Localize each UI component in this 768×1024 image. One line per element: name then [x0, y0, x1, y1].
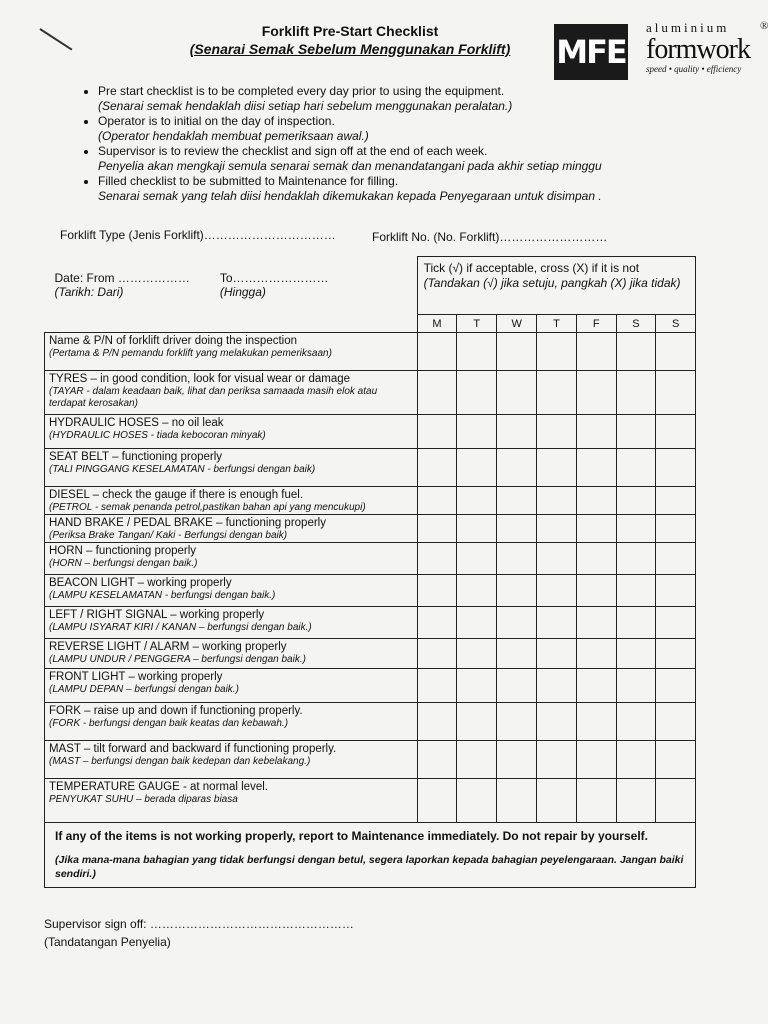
- check-cell[interactable]: [497, 607, 537, 639]
- check-cell[interactable]: [497, 703, 537, 741]
- checklist-item-label: [45, 543, 418, 575]
- check-cell[interactable]: [616, 703, 656, 741]
- check-cell[interactable]: [417, 607, 457, 639]
- instruction-item: [98, 114, 738, 144]
- check-cell[interactable]: [656, 669, 696, 703]
- check-cell[interactable]: [457, 543, 497, 575]
- check-cell[interactable]: [537, 371, 577, 415]
- check-cell[interactable]: [497, 741, 537, 779]
- check-cell[interactable]: [616, 639, 656, 669]
- check-cell[interactable]: [537, 487, 577, 515]
- footer-note-en: If any of the items is not working properly, report to Maintenance immediately. Do not repair by yourself.: [55, 829, 648, 843]
- check-cell[interactable]: [616, 415, 656, 449]
- checklist-item-label: [45, 333, 418, 371]
- check-cell[interactable]: [616, 741, 656, 779]
- date-to-label-ms: (Hingga): [219, 284, 266, 299]
- check-cell[interactable]: [576, 333, 616, 371]
- item-ms: (FORK - berfungsi dengan baik keatas dan kebawah.): [49, 718, 289, 729]
- checklist-item-row: [45, 515, 696, 543]
- check-cell[interactable]: [457, 703, 497, 741]
- check-cell[interactable]: [497, 415, 537, 449]
- tick-instruction-en: Tick (√) if acceptable, cross (X) if it is not: [423, 261, 640, 275]
- checklist-item-row: [45, 779, 696, 823]
- checklist-item-row: [45, 449, 696, 487]
- logo-tagline: speed • quality • efficiency: [646, 64, 742, 74]
- check-cell[interactable]: [656, 487, 696, 515]
- date-from-label-ms: (Tarikh: Dari): [54, 284, 124, 299]
- checklist-item-label: [45, 779, 418, 823]
- pen-mark: [39, 28, 72, 50]
- check-cell[interactable]: [457, 449, 497, 487]
- check-cell[interactable]: [497, 449, 537, 487]
- day-header: S: [656, 315, 696, 333]
- checklist-item-row: [45, 371, 696, 415]
- check-cell[interactable]: [576, 371, 616, 415]
- check-cell[interactable]: [417, 487, 457, 515]
- check-cell[interactable]: [537, 607, 577, 639]
- check-cell[interactable]: [576, 703, 616, 741]
- checklist-item-row: [45, 703, 696, 741]
- check-cell[interactable]: [417, 371, 457, 415]
- check-cell[interactable]: [497, 543, 537, 575]
- checklist-item-row: [45, 639, 696, 669]
- check-cell[interactable]: [537, 741, 577, 779]
- check-cell[interactable]: [457, 639, 497, 669]
- item-en: LEFT / RIGHT SIGNAL – working properly: [49, 609, 265, 621]
- check-cell[interactable]: [656, 515, 696, 543]
- check-cell[interactable]: [576, 607, 616, 639]
- check-cell[interactable]: [616, 669, 656, 703]
- check-cell[interactable]: [417, 639, 457, 669]
- checklist-item-label: [45, 575, 418, 607]
- checklist-item-row: [45, 607, 696, 639]
- checklist-item-label: [45, 515, 418, 543]
- supervisor-signoff-ms: (Tandatangan Penyelia): [44, 935, 171, 949]
- item-ms: (HORN – berfungsi dengan baik.): [49, 558, 198, 569]
- check-cell[interactable]: [417, 575, 457, 607]
- check-cell[interactable]: [537, 515, 577, 543]
- check-cell[interactable]: [537, 779, 577, 823]
- check-cell[interactable]: [497, 575, 537, 607]
- checklist-item-label: [45, 449, 418, 487]
- check-cell[interactable]: [417, 703, 457, 741]
- instruction-ms: Senarai semak yang telah diisi hendaklah dikemukakan kepada Penyegaraan untuk disimpan .: [98, 189, 602, 203]
- document-title: [150, 22, 550, 58]
- check-cell[interactable]: [656, 741, 696, 779]
- check-cell[interactable]: [576, 487, 616, 515]
- instruction-ms: (Operator hendaklah membuat pemeriksaan awal.): [98, 129, 369, 143]
- check-cell[interactable]: [417, 669, 457, 703]
- item-ms: (LAMPU DEPAN – berfungsi dengan baik.): [49, 684, 239, 695]
- footer-note-ms: (Jika mana-mana bahagian yang tidak berfungsi dengan betul, segera laporkan kepada bahagian peyelengaraan. Jangan baiki sendiri.): [55, 854, 684, 880]
- footer-note: [45, 823, 696, 888]
- item-en: BEACON LIGHT – working properly: [49, 577, 232, 589]
- checklist-item-row: [45, 575, 696, 607]
- check-cell[interactable]: [457, 487, 497, 515]
- check-cell[interactable]: [497, 669, 537, 703]
- registered-mark: ®: [760, 20, 768, 32]
- company-logo-text: [646, 20, 768, 74]
- logo-line1: aluminium: [646, 20, 730, 35]
- check-cell[interactable]: [616, 371, 656, 415]
- check-cell[interactable]: [616, 607, 656, 639]
- checklist-item-label: [45, 607, 418, 639]
- check-cell[interactable]: [457, 607, 497, 639]
- item-en: DIESEL – check the gauge if there is enough fuel.: [49, 489, 304, 501]
- item-ms: (TALI PINGGANG KESELAMATAN - berfungsi dengan baik): [49, 464, 316, 475]
- day-header: T: [457, 315, 497, 333]
- check-cell[interactable]: [656, 575, 696, 607]
- check-cell[interactable]: [497, 779, 537, 823]
- checklist-item-row: [45, 741, 696, 779]
- day-header: S: [616, 315, 656, 333]
- footer-note-row: [45, 823, 696, 888]
- instruction-en: Pre start checklist is to be completed every day prior to using the equipment.: [98, 84, 505, 98]
- logo-mark-text: MFE: [556, 33, 626, 71]
- item-ms: (Pertama & P/N pemandu forklift yang melakukan pemeriksaan): [49, 348, 332, 359]
- check-cell[interactable]: [537, 575, 577, 607]
- check-cell[interactable]: [417, 333, 457, 371]
- tick-instruction-ms: (Tandakan (√) jika setuju, pangkah (X) jika tidak): [423, 276, 681, 290]
- item-en: TEMPERATURE GAUGE - at normal level.: [49, 781, 268, 793]
- check-cell[interactable]: [417, 779, 457, 823]
- check-cell[interactable]: [497, 639, 537, 669]
- item-en: HORN – functioning properly: [49, 545, 197, 557]
- item-ms: (TAYAR - dalam keadaan baik, lihat dan periksa samaada masih elok atau terdapat kerosakan): [49, 386, 378, 409]
- check-cell[interactable]: [537, 639, 577, 669]
- day-header-row: [45, 315, 696, 333]
- checklist-item-label: [45, 741, 418, 779]
- check-cell[interactable]: [497, 333, 537, 371]
- instruction-item: [98, 84, 738, 114]
- day-header: M: [417, 315, 457, 333]
- check-cell[interactable]: [497, 487, 537, 515]
- logo-line2: formwork: [646, 34, 750, 65]
- check-cell[interactable]: [576, 449, 616, 487]
- forklift-no-field[interactable]: Forklift No. (No. Forklift)………………………: [372, 230, 608, 244]
- date-fields: [45, 257, 418, 315]
- checklist-item-label: [45, 415, 418, 449]
- check-cell[interactable]: [576, 575, 616, 607]
- item-en: SEAT BELT – functioning properly: [49, 451, 223, 463]
- check-cell[interactable]: [457, 779, 497, 823]
- check-cell[interactable]: [616, 333, 656, 371]
- instruction-en: Operator is to initial on the day of inspection.: [98, 114, 335, 128]
- item-ms: (PETROL - semak penanda petrol,pastikan bahan api yang mencukupi): [49, 502, 366, 513]
- check-cell[interactable]: [417, 543, 457, 575]
- check-cell[interactable]: [417, 741, 457, 779]
- check-cell[interactable]: [656, 543, 696, 575]
- title-en: Forklift Pre-Start Checklist: [261, 23, 439, 39]
- check-cell[interactable]: [537, 669, 577, 703]
- check-cell[interactable]: [616, 779, 656, 823]
- company-logo-mark: [554, 24, 628, 80]
- check-cell[interactable]: [656, 449, 696, 487]
- check-cell[interactable]: [576, 515, 616, 543]
- check-cell[interactable]: [656, 371, 696, 415]
- item-ms: (LAMPU KESELAMATAN - berfungsi dengan baik.): [49, 590, 276, 601]
- item-ms: (LAMPU UNDUR / PENGGERA – berfungsi dengan baik.): [49, 654, 306, 665]
- supervisor-signoff: [44, 915, 354, 951]
- day-header: T: [537, 315, 577, 333]
- checklist-item-label: [45, 669, 418, 703]
- instruction-en: Filled checklist to be submitted to Maintenance for filling.: [98, 174, 399, 188]
- item-en: Name & P/N of forklift driver doing the inspection: [49, 335, 298, 347]
- day-header: F: [576, 315, 616, 333]
- check-cell[interactable]: [457, 741, 497, 779]
- item-en: MAST – tilt forward and backward if functioning properly.: [49, 743, 337, 755]
- blank-header-cell: [45, 315, 418, 333]
- title-ms: (Senarai Semak Sebelum Menggunakan Forklift): [189, 41, 511, 57]
- date-from-field[interactable]: Date: From ………………: [54, 270, 190, 285]
- item-en: REVERSE LIGHT / ALARM – working properly: [49, 641, 287, 653]
- checklist-item-row: [45, 333, 696, 371]
- item-en: FRONT LIGHT – working properly: [49, 671, 223, 683]
- item-ms: (LAMPU ISYARAT KIRI / KANAN – berfungsi dengan baik.): [49, 622, 312, 633]
- checklist-item-row: [45, 543, 696, 575]
- checklist-item-label: [45, 703, 418, 741]
- check-cell[interactable]: [656, 703, 696, 741]
- check-cell[interactable]: [576, 639, 616, 669]
- forklift-type-field[interactable]: Forklift Type (Jenis Forklift)……………………………: [60, 228, 336, 242]
- item-ms: (MAST – berfungsi dengan baik kedepan dan kebelakang.): [49, 756, 311, 767]
- instruction-item: [98, 174, 738, 204]
- checklist-table: [44, 256, 696, 888]
- check-cell[interactable]: [656, 333, 696, 371]
- day-header: W: [497, 315, 537, 333]
- check-cell[interactable]: [656, 415, 696, 449]
- instruction-item: [98, 144, 738, 174]
- checklist-item-label: [45, 487, 418, 515]
- check-cell[interactable]: [497, 515, 537, 543]
- check-cell[interactable]: [417, 449, 457, 487]
- check-cell[interactable]: [537, 333, 577, 371]
- check-cell[interactable]: [616, 487, 656, 515]
- check-cell[interactable]: [656, 639, 696, 669]
- item-en: HAND BRAKE / PEDAL BRAKE – functioning properly: [49, 517, 326, 529]
- checklist-item-row: [45, 669, 696, 703]
- date-to-field[interactable]: To……………………: [219, 270, 329, 285]
- check-cell[interactable]: [537, 543, 577, 575]
- instructions-list: [74, 84, 738, 204]
- instruction-en: Supervisor is to review the checklist and sign off at the end of each week.: [98, 144, 488, 158]
- item-en: FORK – raise up and down if functioning properly.: [49, 705, 303, 717]
- check-cell[interactable]: [656, 779, 696, 823]
- check-cell[interactable]: [497, 371, 537, 415]
- item-en: HYDRAULIC HOSES – no oil leak: [49, 417, 224, 429]
- check-cell[interactable]: [457, 333, 497, 371]
- checklist-item-row: [45, 415, 696, 449]
- check-cell[interactable]: [616, 543, 656, 575]
- tick-instruction-header: [417, 257, 695, 315]
- check-cell[interactable]: [616, 449, 656, 487]
- item-ms: (HYDRAULIC HOSES - tiada kebocoran minyak): [49, 430, 266, 441]
- item-ms: (Periksa Brake Tangan/ Kaki - Berfungsi dengan baik): [49, 530, 288, 541]
- check-cell[interactable]: [457, 669, 497, 703]
- checklist-item-row: [45, 487, 696, 515]
- supervisor-signoff-field[interactable]: Supervisor sign off: ……………………………………………: [44, 917, 354, 931]
- check-cell[interactable]: [656, 607, 696, 639]
- checklist-item-label: [45, 639, 418, 669]
- instruction-ms: Penyelia akan mengkaji semula senarai semak dan menandatangani pada akhir setiap minggu: [98, 159, 602, 173]
- item-en: TYRES – in good condition, look for visual wear or damage: [49, 373, 351, 385]
- check-cell[interactable]: [576, 779, 616, 823]
- check-cell[interactable]: [616, 515, 656, 543]
- item-ms: PENYUKAT SUHU – berada diparas biasa: [49, 794, 238, 805]
- check-cell[interactable]: [537, 703, 577, 741]
- check-cell[interactable]: [457, 371, 497, 415]
- check-cell[interactable]: [537, 415, 577, 449]
- check-cell[interactable]: [576, 415, 616, 449]
- check-cell[interactable]: [576, 741, 616, 779]
- check-cell[interactable]: [457, 415, 497, 449]
- check-cell[interactable]: [576, 669, 616, 703]
- check-cell[interactable]: [417, 515, 457, 543]
- check-cell[interactable]: [576, 543, 616, 575]
- instruction-ms: (Senarai semak hendaklah diisi setiap hari sebelum menggunakan peralatan.): [98, 99, 513, 113]
- check-cell[interactable]: [457, 515, 497, 543]
- check-cell[interactable]: [616, 575, 656, 607]
- checklist-item-label: [45, 371, 418, 415]
- check-cell[interactable]: [457, 575, 497, 607]
- check-cell[interactable]: [417, 415, 457, 449]
- check-cell[interactable]: [537, 449, 577, 487]
